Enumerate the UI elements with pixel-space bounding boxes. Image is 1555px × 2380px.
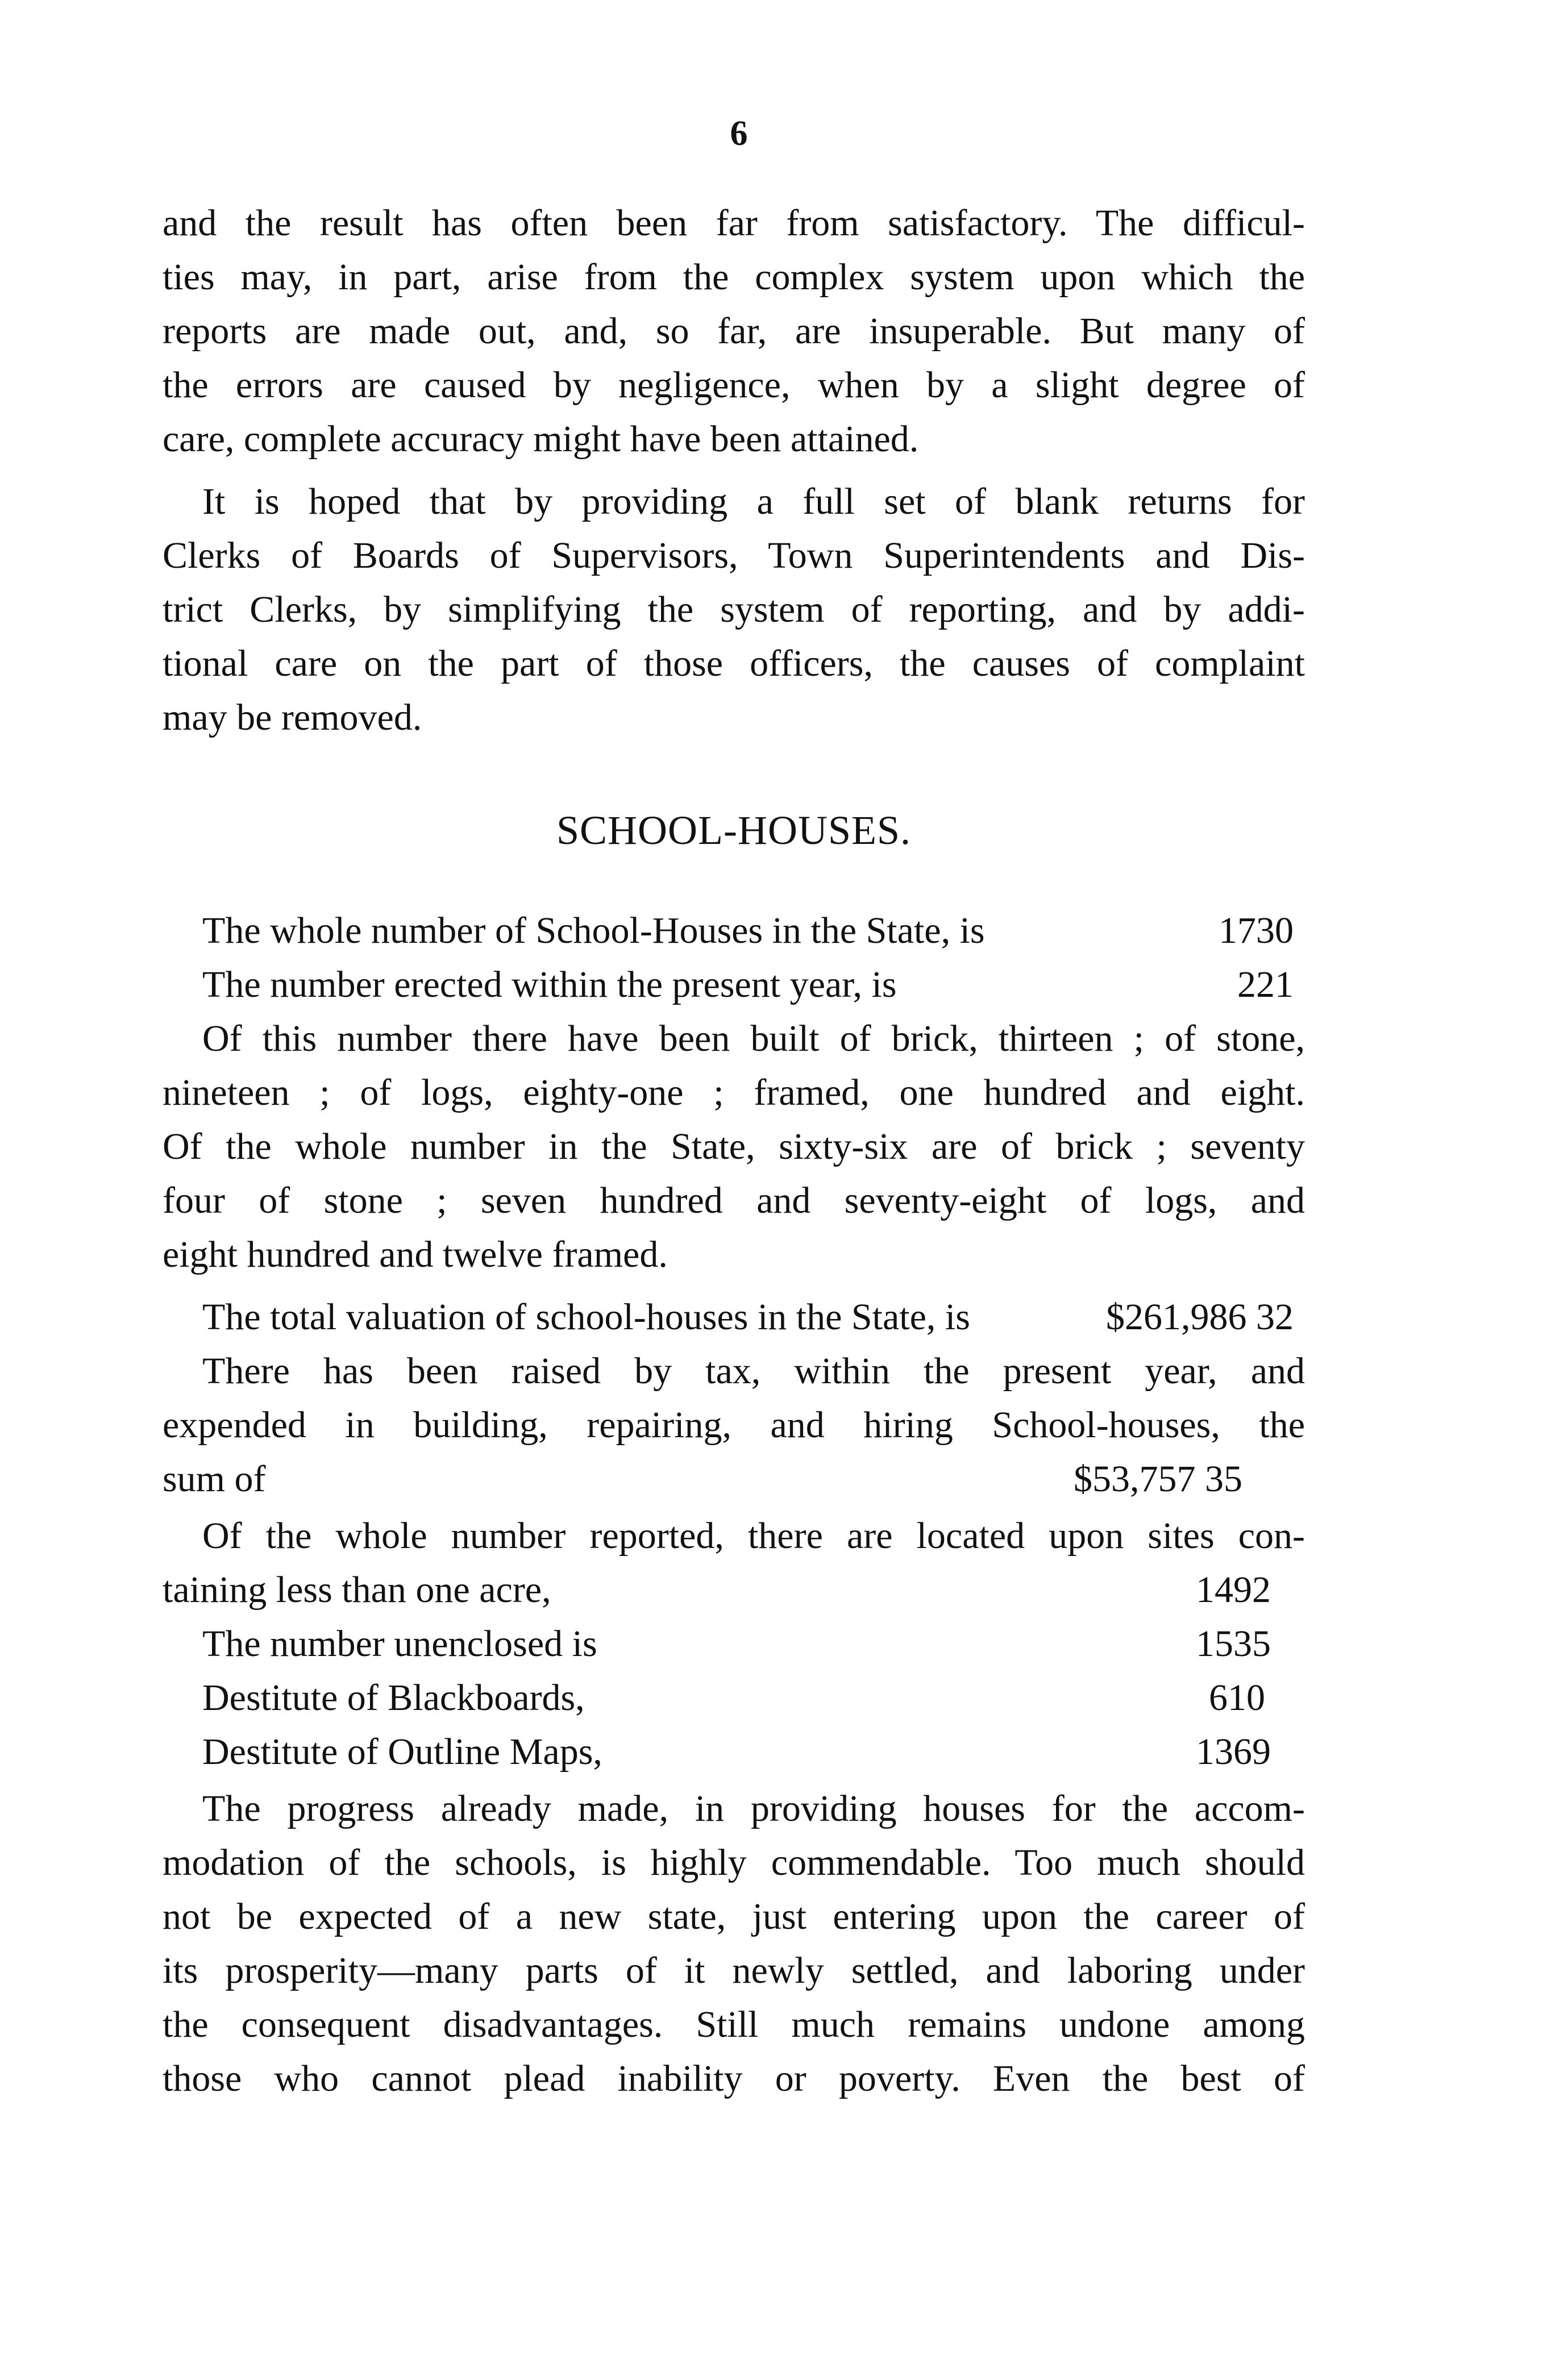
stat-row [163,904,1305,958]
text-line: not be expected of a new state, just entering upon the career of [163,1896,1305,1937]
valuation-row [163,1290,1305,1344]
text-line: trict Clerks, by simplifying the system of reporting, and by addi- [163,589,1305,630]
stat-value: 1535 [1196,1623,1271,1665]
sites-section [163,1509,1305,1779]
text-line: the consequent disadvantages. Still much remains undone among [163,2004,1305,2045]
stat-row [163,1671,1305,1725]
intro-paragraph-2 [163,475,1305,744]
closing-paragraph [163,1782,1305,2106]
text-line: eight hundred and twelve framed. [163,1234,668,1275]
text-line: care, complete accuracy might have been attained. [163,418,919,460]
stat-value: 221 [1237,964,1294,1005]
text-line: Of the whole number in the State, sixty-six are of brick ; seventy [163,1126,1305,1167]
tax-sum-label: sum of [163,1458,266,1500]
text-line: modation of the schools, is highly commendable. Too much should [163,1842,1305,1883]
text-line: tional care on the part of those officers, the causes of complaint [163,643,1305,684]
text-line: its prosperity—many parts of it newly settled, and laboring under [163,1950,1305,1991]
text-line: may be removed. [163,697,422,738]
stat-label: The whole number of School-Houses in the State, is [202,910,985,951]
text-line: Clerks of Boards of Supervisors, Town Superintendents and Dis- [163,535,1305,576]
valuation-value: $261,986 32 [1106,1296,1294,1338]
tax-sum-row [163,1452,1305,1506]
stat-value: 1492 [1196,1569,1271,1611]
stat-row [163,958,1305,1012]
text-line: The progress already made, in providing houses for the accom- [202,1788,1305,1829]
text-line: Of this number there have been built of brick, thirteen ; of stone, [202,1018,1305,1059]
text-line: ties may, in part, arise from the complex system upon which the [163,256,1305,298]
text-line: four of stone ; seven hundred and seventy-eight of logs, and [163,1180,1305,1221]
stat-label: The number unenclosed is [202,1623,597,1665]
text-line: those who cannot plead inability or poverty. Even the best of [163,2058,1305,2099]
text-line: the errors are caused by negligence, when by a slight degree of [163,364,1305,406]
stat-row [163,1725,1305,1779]
stat-label: Destitute of Outline Maps, [202,1731,602,1772]
text-line: and the result has often been far from satisfactory. The difficul- [163,202,1305,244]
stat-label: taining less than one acre, [163,1569,551,1611]
text-line: reports are made out, and, so far, are insuperable. But many of [163,310,1305,352]
stat-value: 1369 [1196,1731,1271,1772]
materials-paragraph [163,1012,1305,1281]
stat-row [163,1563,1305,1617]
text-line: There has been raised by tax, within the present year, and [202,1350,1305,1392]
text-line: It is hoped that by providing a full set of blank returns for [202,481,1305,522]
stat-value: 610 [1209,1677,1265,1719]
page-number: 6 [730,114,748,153]
text-line: nineteen ; of logs, eighty-one ; framed, one hundred and eight. [163,1072,1305,1113]
school-house-counts [163,904,1305,1012]
intro-paragraph-1 [163,196,1305,466]
tax-sum-value: $53,757 35 [1074,1458,1242,1500]
stat-value: 1730 [1219,910,1294,951]
text-line: expended in building, repairing, and hiring School-houses, the [163,1404,1305,1446]
valuation-section [163,1290,1305,1506]
valuation-label: The total valuation of school-houses in the State, is [202,1296,970,1338]
section-heading: SCHOOL-HOUSES. [556,808,912,853]
text-line: Of the whole number reported, there are located upon sites con- [202,1515,1305,1557]
stat-row [163,1617,1305,1671]
stat-label: Destitute of Blackboards, [202,1677,585,1719]
stat-label: The number erected within the present year, is [202,964,897,1005]
